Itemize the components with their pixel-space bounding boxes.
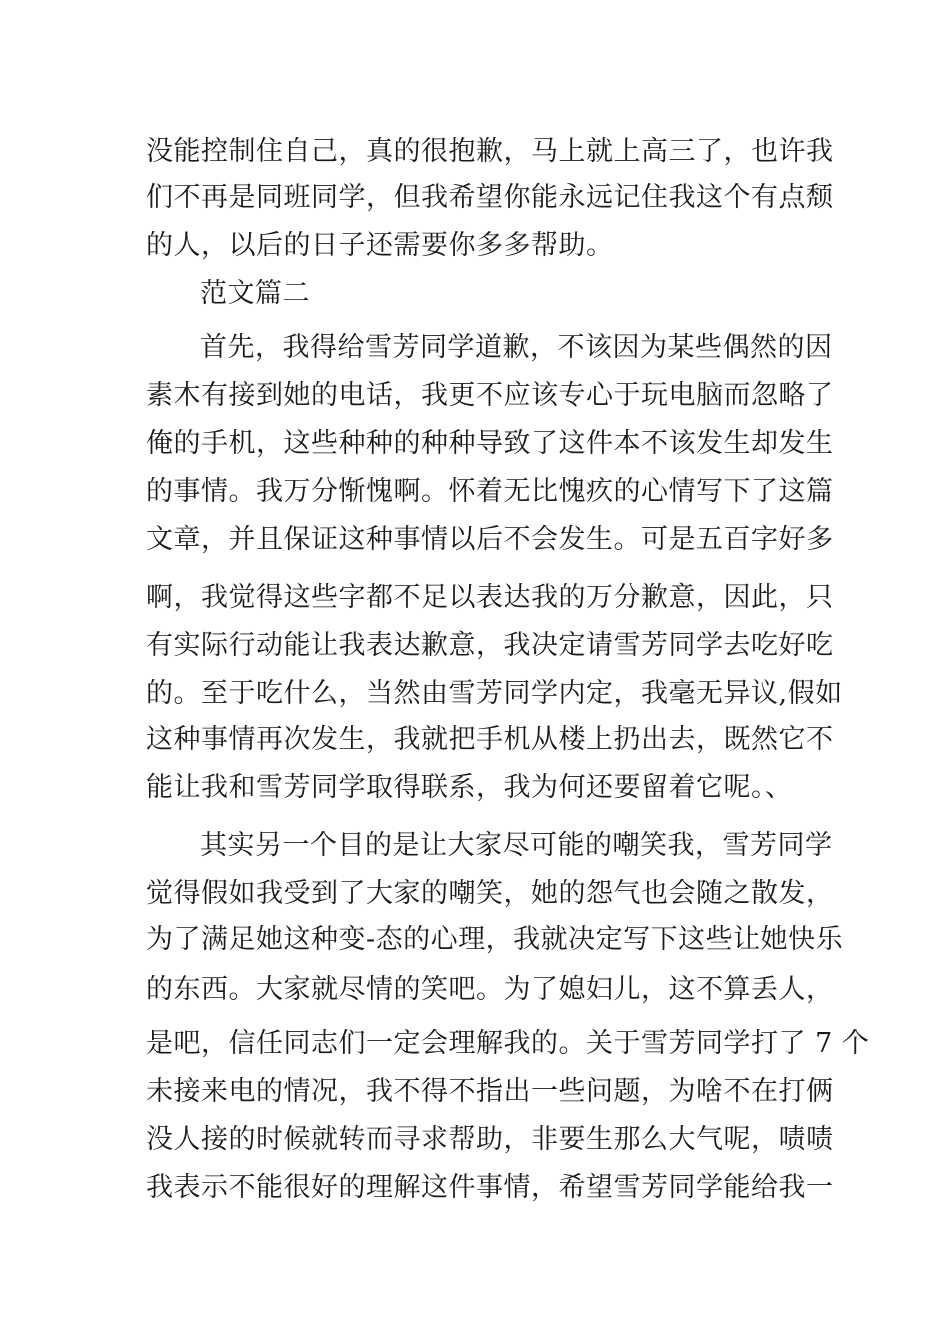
text-line: 文章，并且保证这种事情以后不会发生。可是五百字好多	[146, 524, 834, 555]
text-line: 的人，以后的日子还需要你多多帮助。	[146, 230, 614, 261]
text-line: 为了满足她这种变-态的心理，我就决定写下这些让她快乐	[146, 924, 844, 955]
text-line: 的东西。大家就尽情的笑吧。为了媳妇儿，这不算丢人，	[146, 974, 834, 1005]
section-heading: 范文篇二	[200, 278, 310, 309]
text-line: 觉得假如我受到了大家的嘲笑，她的怨气也会随之散发，	[146, 878, 834, 909]
text-line: 是吧，信任同志们一定会理解我的。关于雪芳同学打了 7 个	[146, 1028, 870, 1059]
text-line: 有实际行动能让我表达歉意，我决定请雪芳同学去吃好吃	[146, 630, 834, 661]
text-line: 的事情。我万分惭愧啊。怀着无比愧疚的心情写下了这篇	[146, 476, 834, 507]
text-line: 啊，我觉得这些字都不足以表达我的万分歉意，因此，只	[146, 582, 834, 613]
text-line: 素木有接到她的电话，我更不应该专心于玩电脑而忽略了	[146, 380, 834, 411]
text-line: 们不再是同班同学，但我希望你能永远记住我这个有点颓	[146, 182, 834, 213]
text-line: 能让我和雪芳同学取得联系，我为何还要留着它呢。、	[146, 772, 793, 803]
text-line: 首先，我得给雪芳同学道歉，不该因为某些偶然的因	[200, 332, 833, 363]
text-line: 没人接的时候就转而寻求帮助，非要生那么大气呢，啧啧	[146, 1124, 834, 1155]
text-line: 未接来电的情况，我不得不指出一些问题，为啥不在打俩	[146, 1076, 834, 1107]
text-line: 这种事情再次发生，我就把手机从楼上扔出去，既然它不	[146, 724, 834, 755]
text-line: 没能控制住自己，真的很抱歉，马上就上高三了，也许我	[146, 136, 834, 167]
text-line: 我表示不能很好的理解这件事情，希望雪芳同学能给我一	[146, 1172, 834, 1203]
text-line: 的。至于吃什么，当然由雪芳同学内定，我毫无异议,假如	[146, 678, 843, 709]
text-line: 俺的手机，这些种种的种种导致了这件本不该发生却发生	[146, 428, 834, 459]
text-line: 其实另一个目的是让大家尽可能的嘲笑我，雪芳同学	[200, 830, 833, 861]
